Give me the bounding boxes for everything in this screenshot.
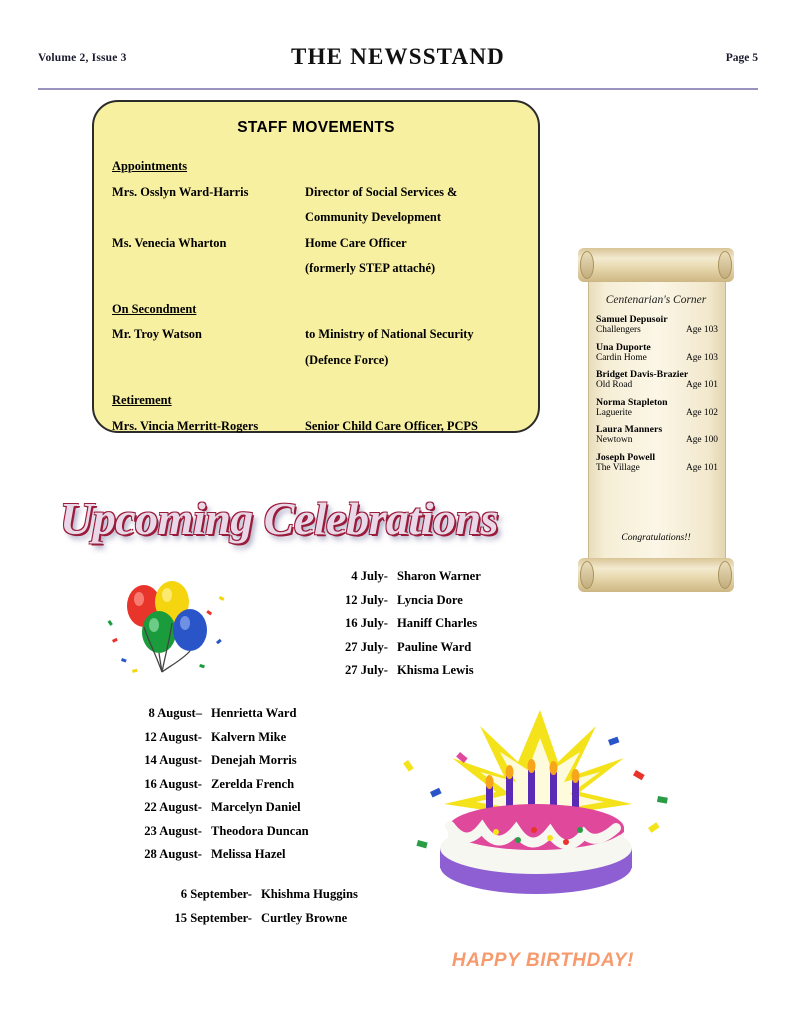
section-heading-appointments: Appointments — [112, 159, 188, 173]
centenarian-place: The Village — [596, 462, 640, 473]
birthday-date: 23 August- — [144, 823, 202, 838]
birthday-name: Zerelda French — [211, 776, 295, 791]
list-item — [140, 907, 358, 931]
august-birthday-list — [112, 702, 309, 867]
staff-movements-title: STAFF MOVEMENTS — [237, 119, 395, 136]
list-item — [318, 636, 481, 660]
centenarian-age: Age 100 — [685, 435, 718, 445]
centenarian-name: Laura Manners — [596, 424, 663, 435]
centenarian-age: Age 102 — [685, 407, 718, 418]
birthday-name: Haniff Charles — [397, 616, 478, 630]
list-item — [596, 452, 718, 473]
list-item — [112, 702, 309, 726]
centenarian-age: Age 101 — [685, 462, 718, 473]
centenarian-name: Samuel Depusoir — [596, 314, 668, 325]
list-item — [318, 565, 481, 589]
list-item — [112, 773, 309, 797]
centenarian-age: Age 103 — [685, 325, 718, 335]
birthday-date: 15 September- — [174, 910, 252, 925]
birthday-date: 28 August- — [144, 847, 202, 861]
birthday-date: 12 August- — [144, 729, 202, 744]
centenarian-place: Challengers — [596, 325, 641, 335]
birthday-date: 16 July- — [344, 616, 388, 630]
september-birthday-list — [140, 883, 358, 930]
centenarian-name: Norma Stapleton — [596, 396, 668, 408]
birthday-name: Kalvern Mike — [211, 729, 287, 744]
scroll-roll-top — [578, 248, 734, 282]
centenarian-detail — [596, 325, 718, 335]
list-item — [596, 314, 718, 335]
centenarian-detail — [596, 408, 718, 418]
birthday-name: Henrietta Ward — [211, 706, 297, 720]
list-item — [112, 843, 309, 867]
staff-name: Mr. Troy Watson — [112, 327, 202, 341]
birthday-name: Theodora Duncan — [211, 823, 309, 838]
centenarian-age: Age 101 — [685, 380, 718, 390]
happy-birthday-text: HAPPY BIRTHDAY! — [451, 950, 635, 971]
centenarian-detail — [596, 435, 718, 445]
staff-entry — [112, 322, 524, 348]
centenarian-list — [596, 314, 718, 479]
page-header — [38, 44, 758, 86]
list-item — [318, 659, 481, 683]
birthday-name: Melissa Hazel — [211, 847, 286, 861]
page-number: Page 5 — [725, 52, 758, 64]
staff-role: Senior Child Care Officer, PCPS — [305, 418, 478, 433]
staff-name: Mrs. Osslyn Ward-Harris — [112, 184, 249, 199]
centenarian-place: Newtown — [596, 435, 633, 445]
centenarian-detail — [596, 353, 718, 363]
list-item — [112, 796, 309, 820]
staff-entry — [112, 231, 524, 257]
centenarian-name: Bridget Davis-Brazier — [596, 369, 689, 380]
header-divider — [38, 88, 758, 90]
spacer — [112, 282, 524, 295]
staff-name: Mrs. Vincia Merritt-Rogers — [112, 418, 259, 433]
list-item — [596, 369, 718, 390]
scroll-cap-right — [718, 251, 732, 279]
birthday-name: Khisma Lewis — [397, 663, 474, 677]
list-item — [140, 883, 358, 907]
centenarian-detail — [596, 463, 718, 473]
birthday-name: Pauline Ward — [397, 639, 472, 654]
staff-entry — [112, 180, 524, 206]
upcoming-celebrations-title: Upcoming Celebrations — [60, 493, 499, 544]
birthday-name: Khishma Huggins — [261, 887, 358, 901]
list-item — [596, 397, 718, 418]
centenarian-place: Old Road — [596, 380, 633, 390]
centenarian-detail — [596, 380, 718, 390]
staff-role-cont: (formerly STEP attaché) — [305, 261, 436, 275]
list-item — [112, 726, 309, 750]
birthday-date: 16 August- — [144, 776, 202, 791]
balloons-icon — [104, 580, 244, 680]
staff-role: to Ministry of National Security — [305, 327, 474, 341]
birthday-date: 6 September- — [180, 887, 252, 901]
birthday-name: Denejah Morris — [211, 753, 297, 767]
birthday-date: 22 August- — [144, 800, 202, 814]
scroll-cap-right — [718, 561, 732, 589]
staff-movements-body — [112, 152, 524, 439]
list-item — [112, 820, 309, 844]
staff-name: Ms. Venecia Wharton — [112, 235, 227, 250]
birthday-date: 12 July- — [344, 592, 388, 607]
section-heading-on-secondment: On Secondment — [112, 301, 197, 316]
centenarian-congrats: Congratulations!! — [621, 532, 691, 543]
birthday-name: Sharon Warner — [397, 569, 481, 583]
staff-entry — [112, 414, 524, 440]
staff-role: Director of Social Services & — [305, 184, 458, 199]
centenarian-name: Joseph Powell — [596, 451, 656, 463]
birthday-date: 27 July- — [344, 639, 388, 654]
list-item — [596, 424, 718, 445]
staff-role-cont: (Defence Force) — [305, 352, 389, 367]
birthday-cake-icon — [400, 700, 680, 920]
birthday-date: 8 August– — [148, 706, 202, 720]
section-heading-retirement: Retirement — [112, 393, 172, 407]
staff-role-cont: Community Development — [305, 210, 441, 224]
list-item — [112, 749, 309, 773]
spacer — [112, 373, 524, 386]
centenarian-place: Cardin Home — [596, 352, 647, 363]
centenarian-place: Laguerite — [596, 407, 632, 418]
scroll-cap-left — [580, 251, 594, 279]
birthday-name: Marcelyn Daniel — [211, 800, 301, 814]
list-item — [318, 612, 481, 636]
scroll-cap-left — [580, 561, 594, 589]
birthday-date: 14 August- — [144, 753, 202, 767]
july-birthday-list — [318, 565, 481, 683]
birthday-name: Lyncia Dore — [397, 592, 463, 607]
birthday-date: 27 July- — [344, 663, 388, 677]
centenarian-age: Age 103 — [685, 352, 718, 363]
masthead-title: THE NEWSSTAND — [291, 44, 505, 69]
list-item — [596, 342, 718, 363]
birthday-name: Curtley Browne — [261, 910, 348, 925]
staff-role: Home Care Officer — [305, 235, 407, 250]
birthday-date: 4 July- — [351, 569, 388, 583]
staff-movements-box — [92, 100, 540, 433]
volume-issue: Volume 2, Issue 3 — [38, 52, 127, 64]
centenarian-title: Centenarian's Corner — [605, 294, 707, 306]
list-item — [318, 589, 481, 613]
centenarian-name: Una Duporte — [596, 341, 651, 353]
centenarian-corner-scroll — [578, 232, 734, 602]
scroll-roll-bottom — [578, 558, 734, 592]
